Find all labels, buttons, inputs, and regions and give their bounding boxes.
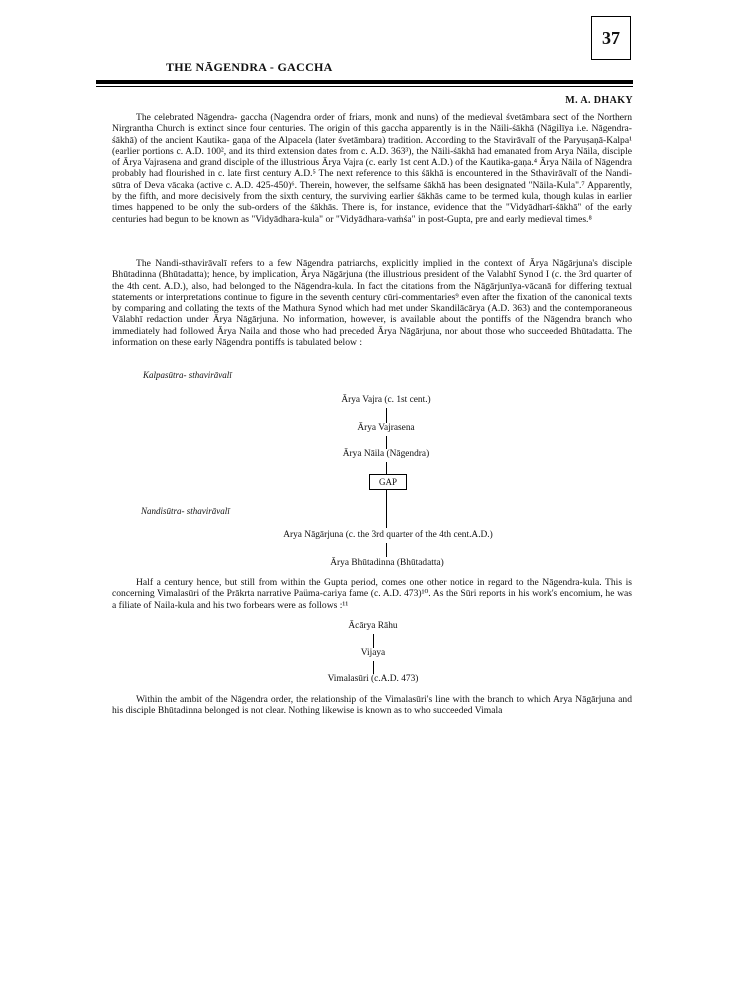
page-number: 37 xyxy=(591,16,631,60)
lineage-connector xyxy=(386,490,387,528)
paragraph-4 xyxy=(112,694,632,717)
lineage-node-vijaya: Vijaya xyxy=(360,648,386,658)
lineage-connector xyxy=(386,543,387,557)
kalpasutra-label: Kalpasūtra- sthavirāvalī xyxy=(143,370,232,380)
lineage-node-naila: Ārya Nāila (Nāgendra) xyxy=(342,449,430,459)
lineage-node-bhutadinna: Ārya Bhūtadinna (Bhūtadatta) xyxy=(330,558,444,568)
paragraph-4-text: Within the ambit of the Nāgendra order, the relationship of the Vimalasūri's line with the branch to which Arya Nāgārjuna and his disciple Bhūtadinna belonged is not clear. Nothing likewise is known as to who succeeded Vimala xyxy=(112,694,632,717)
lineage-node-vimalasuri: Vimalasūri (c.A.D. 473) xyxy=(327,674,419,684)
lineage-connector xyxy=(386,408,387,423)
lineage-node-vajrasena: Ārya Vajrasena xyxy=(357,423,415,433)
nandisutra-label: Nandisūtra- sthavirāvalī xyxy=(141,506,230,516)
author-name: M. A. DHAKY xyxy=(565,95,633,106)
lineage-connector xyxy=(386,436,387,449)
header-rule-thick xyxy=(96,80,633,84)
lineage-node-rahu: Ācārya Rāhu xyxy=(348,621,398,631)
running-title: THE NĀGENDRA - GACCHA xyxy=(166,60,333,74)
paragraph-1-text: The celebrated Nāgendra- gaccha (Nagendra order of friars, monk and nuns) of the medieval śvetāmbara sect of the Northern Nirgrantha Church is extinct since four centuries. The origin of this gaccha apparently is in the Nāili-śākhā (Nāgilīya i.e. Nāgendra- śākhā) of the ancient Kautika- gaṇa of the Alpacela (later śvetāmbara) tradition. According to the Stavirāvalī of the Paryuṣaṇā-Kalpa¹ (earlier portions c. A.D. 100², and its third extension dates from c. A.D. 363³), the Nāili-śākhā had emanated from Arya Nāila, disciple of Ārya Vajrasena and grand disciple of the illustrious Ārya Vajra (c. early 1st cent A.D.) of the Kautika-gaṇa.⁴ Ārya Nāila of Nāgendra probably had flourished in c. late first century A.D.⁵ The next reference to this śākhā is encountered in the Sthavirāvalī of the Nandi-sūtra of Deva vācaka (active c. A.D. 425-450)⁶. Therein, however, the selfsame śākhā has been designated "Nāila-Kula".⁷ Apparently, by the fifth, and more decisively from the sixth century, the surviving earlier śākhās came to be termed kula, though kulas in earlier times happened to be only the sub-orders of the śākhās. There is, for instance, evidence that the "Vidyādharī-śākhā" of the early centuries had begun to be known as "Vidyādhara-kula" or "Vidyādhara-vaṁśa" in post-Gupta, pre and early medieval times.⁸ xyxy=(112,112,632,225)
paragraph-3-text: Half a century hence, but still from within the Gupta period, comes one other notice in regard to the Nāgendra-kula. This is concerning Vimalasūri of the Prākrta narrative Paüma-cariya fame (c. A.D. 473)¹⁰. As the Sūri reports in his work's encomium, he was a filiate of Naila-kula and his two forbears were as follows :¹¹ xyxy=(112,577,632,611)
lineage-connector xyxy=(373,661,374,674)
header-rule-thin xyxy=(96,86,633,87)
paragraph-1 xyxy=(112,112,632,225)
paragraph-2 xyxy=(112,258,632,348)
lineage-connector xyxy=(373,634,374,648)
lineage-node-nagarjuna: Arya Nāgārjuna (c. the 3rd quarter of the 4th cent.A.D.) xyxy=(283,530,493,540)
gap-box: GAP xyxy=(369,474,407,490)
lineage-connector xyxy=(386,462,387,474)
paragraph-2-text: The Nandi-sthavirāvalī refers to a few Nāgendra patriarchs, explicitly implied in the context of Ārya Nāgārjuna's disciple Bhūtadinna (Bhūtadatta); hence, by implication, Ārya Nāgārjuna (the illustrious president of the Valabhī Synod I (c. the 3rd quarter of the 4th cent. A.D.), also, had belonged to the Nāgendra-kula. In fact the citations from the Nāgārjunīya-vācanā for differing textual statements or interpretations continue to figure in the seventh century cūri-commentaries⁹ even after the fixation of the canonical texts by comparing and collating the texts of the Mathura Synod which had met under Skandilācārya (A.D. 363) and the contemporaneous Vālabhī redaction under Ārya Nāgārjuna. No information, however, is available about the pontiffs of the Nāgendra branch who immediately had followed Ārya Naila and those who had preceded Ārya Nāgārjuna, nor about those who succeeded Bhūtadatta. The information on these early Nāgendra pontiffs is tabulated below : xyxy=(112,258,632,349)
lineage-node-arya-vajra: Ārya Vajra (c. 1st cent.) xyxy=(341,395,431,405)
paragraph-3 xyxy=(112,577,632,611)
